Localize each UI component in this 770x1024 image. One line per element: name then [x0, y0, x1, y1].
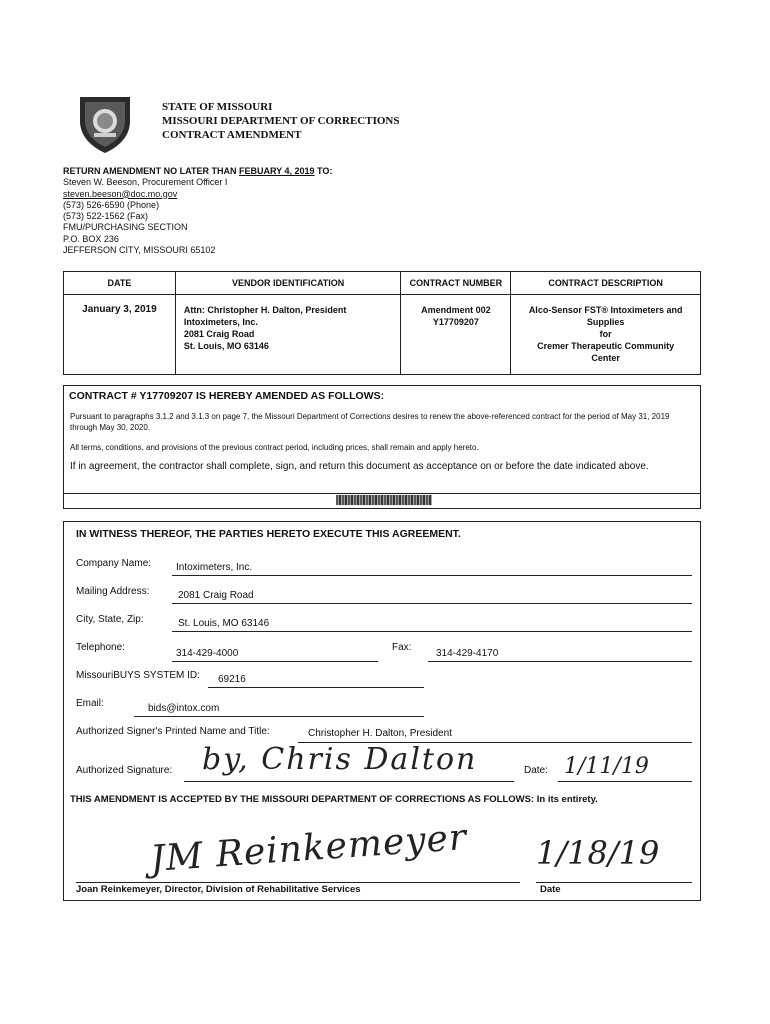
amendment-paragraph-1: Pursuant to paragraphs 3.1.2 and 3.1.3 on page 7, the Missouri Department of Corrections desires to renew the above-referenced contract for the period of May 31, 2019 through May 30, 2020. — [70, 412, 670, 432]
vendor-street: 2081 Craig Road — [183, 329, 255, 339]
header-department: MISSOURI DEPARTMENT OF CORRECTIONS — [162, 115, 400, 127]
return-suffix: TO: — [314, 166, 333, 176]
redacted-stamp — [336, 495, 432, 505]
amendment-paragraph-3: If in agreement, the contractor shall complete, sign, and return this document as acceptance on or before the date indicated above. — [70, 461, 649, 472]
vendor-signature[interactable]: by, Chris Dalton — [202, 742, 478, 777]
officer-name: Steven W. Beeson, Procurement Officer I — [63, 177, 228, 188]
return-deadline: FEBUARY 4, 2019 — [239, 166, 315, 176]
description-line-1: Alco-Sensor FST® Intoximeters and — [528, 305, 683, 315]
city-state-zip-field[interactable]: St. Louis, MO 63146 — [178, 618, 270, 629]
amendment-number: Amendment 002 — [421, 305, 491, 315]
acceptance-date-label: Date — [540, 884, 561, 895]
po-box: P.O. BOX 236 — [63, 233, 119, 244]
authorized-signature-line — [184, 781, 514, 782]
department-seal-logo — [76, 91, 134, 155]
email-field[interactable]: bids@intox.com — [148, 703, 220, 714]
signer-name-field[interactable]: Christopher H. Dalton, President — [308, 728, 452, 739]
email-line — [134, 716, 424, 717]
contract-table-row — [64, 295, 701, 375]
contract-date: January 3, 2019 — [64, 295, 176, 375]
contract-number: Y17709207 — [432, 317, 479, 327]
acceptance-statement — [70, 794, 598, 805]
description-line-3: for — [599, 329, 612, 339]
amendment-title: CONTRACT # Y17709207 IS HEREBY AMENDED AS FOLLOWS: — [69, 390, 385, 402]
system-id-label: MissouriBUYS SYSTEM ID: — [76, 670, 200, 681]
fax-line — [428, 661, 692, 662]
vendor-date-line — [558, 781, 692, 782]
company-name-field[interactable]: Intoximeters, Inc. — [176, 562, 253, 573]
signer-name-label: Authorized Signer's Printed Name and Title: — [76, 726, 270, 737]
city-state-zip-line — [172, 631, 692, 632]
col-header-description: CONTRACT DESCRIPTION — [511, 272, 701, 295]
officer-phone: (573) 526-6590 (Phone) — [63, 199, 160, 210]
telephone-label: Telephone: — [76, 642, 125, 653]
description-cell — [511, 295, 701, 375]
description-line-4: Cremer Therapeutic Community — [537, 341, 675, 351]
system-id-line — [208, 687, 424, 688]
acceptance-date-line — [536, 882, 692, 883]
col-header-date: DATE — [64, 272, 176, 295]
amendment-divider — [64, 493, 700, 494]
system-id-field[interactable]: 69216 — [218, 674, 246, 685]
witness-section — [63, 521, 701, 901]
section-name: FMU/PURCHASING SECTION — [63, 222, 188, 233]
officer-fax: (573) 522-1562 (Fax) — [63, 211, 149, 222]
doc-acceptance-date[interactable]: 1/18/19 — [536, 834, 660, 872]
vendor-company: Intoximeters, Inc. — [183, 317, 258, 327]
return-info-block — [63, 166, 332, 256]
header-doc-type: CONTRACT AMENDMENT — [162, 129, 302, 141]
director-signature-line — [76, 882, 520, 883]
mailing-address-field[interactable]: 2081 Craig Road — [178, 590, 254, 601]
vendor-city: St. Louis, MO 63146 — [183, 341, 269, 351]
vendor-date-field[interactable]: 1/11/19 — [564, 754, 649, 779]
email-label: Email: — [76, 698, 104, 709]
officer-email-link[interactable]: steven.beeson@doc.mo.gov — [63, 188, 178, 199]
telephone-field[interactable]: 314-429-4000 — [176, 648, 239, 659]
acceptance-extent: In its entirety. — [536, 794, 598, 805]
director-name-title: Joan Reinkemeyer, Director, Division of Rehabilitative Services — [76, 884, 361, 895]
city-address: JEFFERSON CITY, MISSOURI 65102 — [63, 245, 216, 256]
company-name-label: Company Name: — [76, 558, 152, 569]
return-prefix: RETURN AMENDMENT NO LATER THAN — [63, 166, 239, 176]
vendor-attn: Attn: Christopher H. Dalton, President — [183, 305, 347, 315]
contract-table — [63, 271, 701, 375]
contract-number-cell — [401, 295, 511, 375]
acceptance-text: THIS AMENDMENT IS ACCEPTED BY THE MISSOURI DEPARTMENT OF CORRECTIONS AS FOLLOWS: — [70, 794, 535, 805]
mailing-address-line — [172, 603, 692, 604]
vendor-cell — [175, 295, 401, 375]
fax-field[interactable]: 314-429-4170 — [436, 648, 499, 659]
col-header-vendor: VENDOR IDENTIFICATION — [175, 272, 401, 295]
city-state-zip-label: City, State, Zip: — [76, 614, 144, 625]
doc-director-signature[interactable]: JM Reinkemeyer — [148, 816, 469, 881]
header-state: STATE OF MISSOURI — [162, 101, 273, 113]
telephone-line — [172, 661, 378, 662]
amendment-paragraph-2: All terms, conditions, and provisions of the previous contract period, including prices, shall remain and apply hereto. — [70, 443, 479, 452]
fax-label: Fax: — [392, 642, 412, 653]
company-name-line — [172, 575, 692, 576]
mailing-address-label: Mailing Address: — [76, 586, 150, 597]
col-header-contract-number: CONTRACT NUMBER — [401, 272, 511, 295]
description-line-2: Supplies — [586, 317, 625, 327]
contract-table-header — [64, 272, 701, 295]
authorized-signature-label: Authorized Signature: — [76, 765, 173, 776]
description-line-5: Center — [591, 353, 620, 363]
amendment-section — [63, 385, 701, 509]
vendor-date-label: Date: — [524, 765, 548, 776]
witness-title: IN WITNESS THEREOF, THE PARTIES HERETO EXECUTE THIS AGREEMENT. — [76, 528, 461, 540]
